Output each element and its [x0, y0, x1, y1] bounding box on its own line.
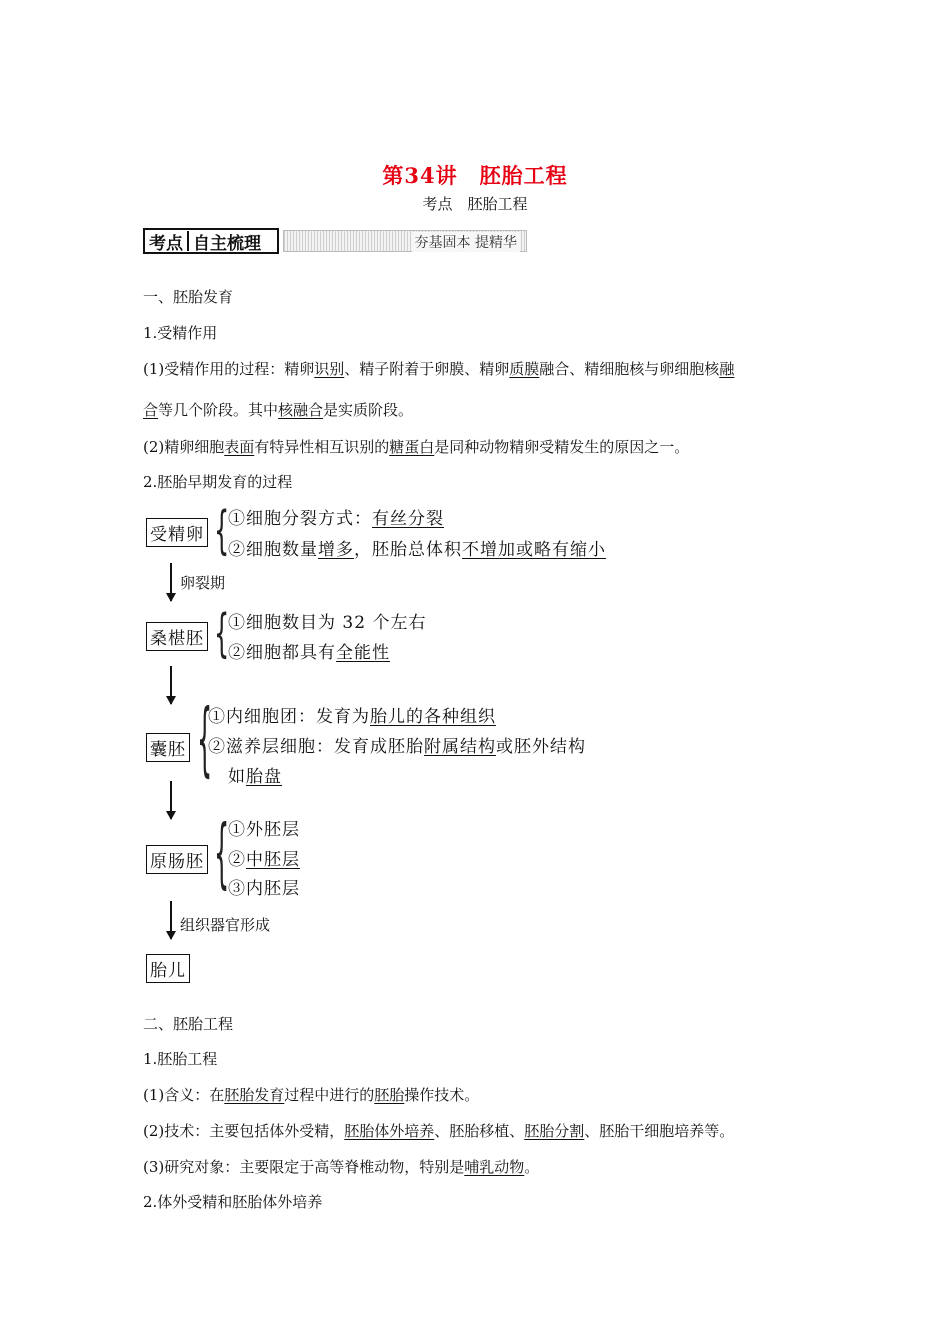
gastrula-item-3: ③内胚层: [228, 879, 300, 899]
blank-answer: 识别: [314, 360, 345, 378]
brace-icon: {: [214, 810, 230, 898]
morula-item-1: ①细胞数目为 32 个左右: [228, 613, 427, 633]
text: 、胚胎移植、: [434, 1122, 525, 1140]
stage-gastrula-box: 原肠胚: [146, 845, 208, 874]
text: ①细胞分裂方式：: [228, 509, 372, 529]
arrow-label-cleavage: 卵裂期: [180, 574, 226, 592]
arrow-label-organogenesis: 组织器官形成: [180, 916, 271, 934]
text: 操作技术。: [404, 1086, 480, 1104]
blank-answer: 增多: [318, 540, 354, 560]
text: (2)精卵细胞: [143, 438, 225, 456]
blank-answer: 胚胎发育: [224, 1086, 285, 1104]
text: 如: [228, 767, 246, 787]
text: 、胚胎干细胞培养等。: [584, 1122, 735, 1140]
heading-early-development: 2.胚胎早期发育的过程: [143, 473, 293, 491]
text: ②细胞都具有: [228, 643, 336, 663]
down-arrow-icon: [170, 563, 172, 601]
banner-slogan: 夯基固本 提精华: [412, 232, 520, 252]
text: 。: [524, 1158, 540, 1176]
brace-icon: {: [214, 604, 230, 664]
text: (2)技术：主要包括体外受精，: [143, 1122, 345, 1140]
down-arrow-icon: [170, 781, 172, 819]
text: 等几个阶段。其中: [158, 401, 279, 419]
text: ②滋养层细胞：发育成胚胎: [208, 737, 424, 757]
page-subtitle: 考点 胚胎工程: [422, 195, 528, 213]
blank-answer: 胚胎: [374, 1086, 405, 1104]
gastrula-item-1: ①外胚层: [228, 820, 300, 840]
blank-answer: 合: [143, 401, 159, 419]
down-arrow-icon: [170, 901, 172, 939]
banner-part2: 自主梳理: [193, 233, 261, 254]
heading-ivf: 2.体外受精和胚胎体外培养: [143, 1193, 323, 1211]
blank-answer: 融: [719, 360, 735, 378]
paragraph-recognition: [143, 436, 689, 457]
stage-blastocyst-box: 囊胚: [146, 733, 190, 762]
text: 是实质阶段。: [323, 401, 414, 419]
banner-part1: 考点: [149, 233, 183, 254]
text: ②细胞数量: [228, 540, 318, 560]
blank-answer: 哺乳动物: [464, 1158, 525, 1176]
heading-embryo-development: 一、胚胎发育: [143, 288, 234, 306]
zygote-item-1: [228, 504, 444, 529]
blastocyst-item-2: [208, 732, 586, 757]
text: 有特异性相互识别的: [254, 438, 390, 456]
text: 融合、精细胞核与卵细胞核: [539, 360, 720, 378]
blank-answer: 中胚层: [246, 850, 300, 870]
banner-label: [143, 228, 279, 254]
stage-fetus-box: 胎儿: [146, 954, 190, 983]
section-banner: [143, 228, 527, 254]
paragraph-fertilization-process-cont: [143, 399, 413, 420]
morula-item-2: [228, 638, 390, 663]
text: ，胚胎总体积: [354, 540, 462, 560]
paragraph-techniques: [143, 1120, 734, 1141]
heading-fertilization: 1.受精作用: [143, 324, 218, 342]
blank-answer: 胎盘: [246, 767, 282, 787]
blank-answer: 胚胎体外培养: [344, 1122, 435, 1140]
text: ②: [228, 850, 246, 870]
down-arrow-icon: [170, 666, 172, 704]
blank-answer: 胚胎分割: [524, 1122, 585, 1140]
page-title: 第34讲 胚胎工程: [382, 163, 568, 188]
text: 或胚外结构: [496, 737, 586, 757]
text: 、精子附着于卵膜、精卵: [344, 360, 510, 378]
heading-embryo-engineering-sub: 1.胚胎工程: [143, 1050, 218, 1068]
gastrula-item-2: [228, 845, 300, 870]
blank-answer: 不增加或略有缩小: [462, 540, 606, 560]
blank-answer: 核融合: [278, 401, 324, 419]
text: (1)受精作用的过程：精卵: [143, 360, 315, 378]
blastocyst-item-2-cont: [228, 762, 282, 787]
heading-embryo-engineering: 二、胚胎工程: [143, 1015, 234, 1033]
blank-answer: 全能性: [336, 643, 390, 663]
blank-answer: 质膜: [509, 360, 540, 378]
blank-answer: 有丝分裂: [372, 509, 444, 529]
banner-strip: [283, 230, 527, 252]
paragraph-fertilization-process: [143, 358, 734, 379]
text: 是同种动物精卵受精发生的原因之一。: [434, 438, 690, 456]
text: 过程中进行的: [284, 1086, 375, 1104]
stage-zygote-box: 受精卵: [146, 518, 208, 547]
blastocyst-item-1: [208, 702, 496, 727]
stage-morula-box: 桑椹胚: [146, 622, 208, 651]
text: ①内细胞团：发育为: [208, 707, 370, 727]
text: (1)含义：在: [143, 1086, 225, 1104]
blank-answer: 附属结构: [424, 737, 496, 757]
brace-icon: {: [197, 694, 213, 786]
blank-answer: 表面: [224, 438, 255, 456]
paragraph-definition: [143, 1084, 479, 1105]
text: (3)研究对象：主要限定于高等脊椎动物，特别是: [143, 1158, 465, 1176]
brace-icon: {: [214, 501, 230, 561]
paragraph-research-subject: [143, 1156, 539, 1177]
blank-answer: 胎儿的各种组织: [370, 707, 496, 727]
blank-answer: 糖蛋白: [389, 438, 435, 456]
zygote-item-2: [228, 535, 606, 560]
